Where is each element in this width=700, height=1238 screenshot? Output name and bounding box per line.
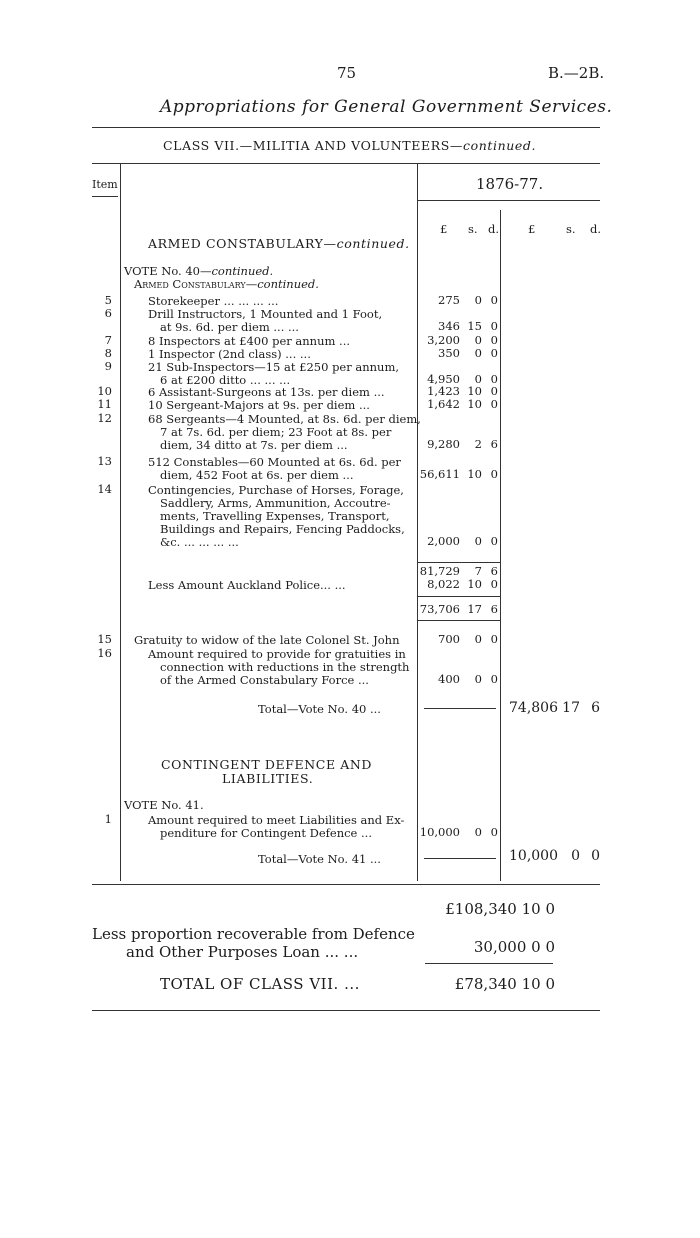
item-number-5: 5 bbox=[104, 293, 112, 307]
subhead-text: Armed Constabulary— bbox=[134, 277, 258, 291]
vote-41-line-1: Amount required to meet Liabilities and Ex- bbox=[148, 813, 405, 827]
item-12-description-line: 68 Sergeants—4 Mounted, at 8s. 6d. per diem, bbox=[148, 412, 421, 426]
item-number-6: 6 bbox=[104, 306, 112, 320]
summary-gross-amount: £108,340 10 0 bbox=[445, 900, 555, 918]
item-10-pence: 0 bbox=[490, 384, 498, 398]
item-9-pence: 0 bbox=[490, 372, 498, 386]
item-5-description-line: Storekeeper ... ... ... ... bbox=[148, 294, 279, 308]
class-heading-continued: continued. bbox=[462, 138, 537, 153]
gratuity-pence: 0 bbox=[490, 632, 498, 646]
item-number-11: 11 bbox=[97, 397, 112, 411]
total-vote-40-dash bbox=[424, 708, 496, 709]
item-16-shillings: 0 bbox=[474, 672, 482, 686]
class-heading bbox=[163, 138, 536, 153]
item-8-pounds: 350 bbox=[438, 346, 460, 360]
item-10-description-line: 6 Assistant-Surgeons at 13s. per diem ... bbox=[148, 385, 385, 399]
total-vote-40-label: Total—Vote No. 40 ... bbox=[258, 702, 381, 716]
item-6-shillings: 15 bbox=[467, 319, 482, 333]
summary-less-line-2: and Other Purposes Loan ... ... bbox=[126, 943, 359, 961]
item-column-divider bbox=[120, 163, 121, 881]
summary-less-amount: 30,000 0 0 bbox=[473, 938, 555, 956]
table-top-rule bbox=[92, 163, 600, 164]
item-number-9: 9 bbox=[104, 359, 112, 373]
total-vote-40-pounds: 74,806 bbox=[509, 700, 558, 716]
item-number-13: 13 bbox=[97, 454, 112, 468]
item-13-shillings: 10 bbox=[467, 467, 482, 481]
item-5-pence: 0 bbox=[490, 293, 498, 307]
page-bottom-rule bbox=[92, 1010, 600, 1011]
less-auckland-police-label: Less Amount Auckland Police... ... bbox=[148, 578, 346, 592]
vote-41-pence: 0 bbox=[490, 825, 498, 839]
item-number-16: 16 bbox=[97, 646, 112, 660]
total-vote-41-shillings: 0 bbox=[571, 848, 580, 864]
item-6-pence: 0 bbox=[490, 319, 498, 333]
vote-41-line-2: penditure for Contingent Defence ... bbox=[160, 826, 372, 840]
subtotal-1-pounds: 81,729 bbox=[419, 564, 460, 578]
subtotal-rule-3 bbox=[418, 620, 500, 621]
section-heading-contingent-defence: CONTINGENT DEFENCE AND bbox=[161, 757, 373, 772]
pence-header-2: d. bbox=[590, 222, 602, 236]
vote-41-pounds: 10,000 bbox=[419, 825, 460, 839]
subcolumn-divider bbox=[500, 210, 501, 881]
item-11-description-line: 10 Sergeant-Majors at 9s. per diem ... bbox=[148, 398, 370, 412]
item-14-shillings: 0 bbox=[474, 534, 482, 548]
gratuity-shillings: 0 bbox=[474, 632, 482, 646]
item-9-shillings: 0 bbox=[474, 372, 482, 386]
item-16-pence: 0 bbox=[490, 672, 498, 686]
year-header-underline bbox=[418, 200, 600, 201]
subhead-armed-constabulary bbox=[134, 278, 319, 290]
item-8-pence: 0 bbox=[490, 346, 498, 360]
less-auckland-pounds: 8,022 bbox=[427, 577, 460, 591]
subhead-continued: continued. bbox=[257, 277, 319, 291]
item-7-pence: 0 bbox=[490, 333, 498, 347]
vote-41-label: VOTE No. 41. bbox=[124, 798, 204, 812]
subtotal-2-pounds: 73,706 bbox=[419, 602, 460, 616]
item-14-description-line: Saddlery, Arms, Ammunition, Accoutre- bbox=[160, 496, 391, 510]
item-12-description-line: diem, 34 ditto at 7s. per diem ... bbox=[160, 438, 348, 452]
total-vote-40-shillings: 17 bbox=[562, 700, 580, 716]
page-number: 75 bbox=[337, 64, 357, 82]
summary-rule bbox=[425, 963, 553, 964]
item-9-pounds: 4,950 bbox=[427, 372, 460, 386]
item-13-description-line: diem, 452 Foot at 6s. per diem ... bbox=[160, 468, 354, 482]
gratuity-pounds: 700 bbox=[438, 632, 460, 646]
item-10-pounds: 1,423 bbox=[427, 384, 460, 398]
total-vote-40-pence: 6 bbox=[591, 700, 600, 716]
item-6-pounds: 346 bbox=[438, 319, 460, 333]
vote-40-continued: continued. bbox=[211, 264, 274, 278]
shillings-header-2: s. bbox=[566, 222, 576, 236]
item-14-description-line: Buildings and Repairs, Fencing Paddocks, bbox=[160, 522, 405, 536]
item-8-shillings: 0 bbox=[474, 346, 482, 360]
item-9-description-line: 21 Sub-Inspectors—15 at £250 per annum, bbox=[148, 360, 400, 374]
pounds-header-2: £ bbox=[528, 222, 536, 236]
total-vote-41-pence: 0 bbox=[591, 848, 600, 864]
item-13-description-line: 512 Constables—60 Mounted at 6s. 6d. per bbox=[148, 455, 401, 469]
document-reference: B.—2B. bbox=[548, 64, 605, 82]
section-heading-continued: continued. bbox=[336, 236, 410, 251]
item-7-shillings: 0 bbox=[474, 333, 482, 347]
item-6-description-line: Drill Instructors, 1 Mounted and 1 Foot, bbox=[148, 307, 383, 321]
subtotal-rule-2 bbox=[418, 596, 500, 597]
less-auckland-pence: 0 bbox=[490, 577, 498, 591]
total-vote-41-dash bbox=[424, 858, 496, 859]
item-14-pounds: 2,000 bbox=[427, 534, 460, 548]
vote-40-label: VOTE No. 40— bbox=[124, 264, 212, 278]
header-rule bbox=[92, 127, 600, 128]
item-6-description-line: at 9s. 6d. per diem ... ... bbox=[160, 320, 299, 334]
item-header-underline bbox=[92, 196, 118, 197]
item-number-10: 10 bbox=[97, 384, 112, 398]
subtotal-2-pence: 6 bbox=[490, 602, 498, 616]
total-vote-41-label: Total—Vote No. 41 ... bbox=[258, 852, 381, 866]
summary-total-amount: £78,340 10 0 bbox=[454, 975, 555, 993]
item-16-line-1: Amount required to provide for gratuities in bbox=[148, 647, 406, 661]
item-11-pence: 0 bbox=[490, 397, 498, 411]
item-number-12: 12 bbox=[97, 411, 112, 425]
shillings-header-1: s. bbox=[468, 222, 478, 236]
summary-total-label: TOTAL OF CLASS VII. ... bbox=[160, 975, 360, 993]
item-number-15: 15 bbox=[97, 632, 112, 646]
summary-less-line-1: Less proportion recoverable from Defence bbox=[92, 925, 415, 943]
pounds-header-1: £ bbox=[440, 222, 448, 236]
amount-column-divider bbox=[417, 163, 418, 881]
item-16-line-2: connection with reductions in the strength bbox=[160, 660, 410, 674]
vote-40-heading bbox=[124, 265, 273, 277]
fiscal-year-header: 1876-77. bbox=[476, 175, 544, 193]
item-5-pounds: 275 bbox=[438, 293, 460, 307]
item-14-pence: 0 bbox=[490, 534, 498, 548]
subtotal-1-pence: 6 bbox=[490, 564, 498, 578]
item-14-description-line: ments, Travelling Expenses, Transport, bbox=[160, 509, 390, 523]
vote-41-shillings: 0 bbox=[474, 825, 482, 839]
total-vote-41-pounds: 10,000 bbox=[509, 848, 558, 864]
class-heading-text: CLASS VII.—MILITIA AND VOLUNTEERS— bbox=[163, 138, 463, 153]
table-bottom-rule bbox=[92, 884, 600, 885]
page-title: Appropriations for General Government Services. bbox=[160, 97, 613, 117]
item-12-pence: 6 bbox=[490, 437, 498, 451]
item-11-shillings: 10 bbox=[467, 397, 482, 411]
vote-41-item-number: 1 bbox=[104, 812, 112, 826]
gratuity-description: Gratuity to widow of the late Colonel St. John bbox=[134, 633, 400, 647]
subtotal-1-shillings: 7 bbox=[474, 564, 482, 578]
item-5-shillings: 0 bbox=[474, 293, 482, 307]
item-11-pounds: 1,642 bbox=[427, 397, 460, 411]
item-number-8: 8 bbox=[104, 346, 112, 360]
section-heading-text: ARMED CONSTABULARY— bbox=[148, 236, 337, 251]
item-13-pence: 0 bbox=[490, 467, 498, 481]
item-8-description-line: 1 Inspector (2nd class) ... ... bbox=[148, 347, 311, 361]
item-12-pounds: 9,280 bbox=[427, 437, 460, 451]
less-auckland-shillings: 10 bbox=[467, 577, 482, 591]
subtotal-rule-1 bbox=[418, 562, 500, 563]
pence-header-1: d. bbox=[488, 222, 500, 236]
item-7-pounds: 3,200 bbox=[427, 333, 460, 347]
item-column-header: Item bbox=[92, 178, 118, 191]
item-12-shillings: 2 bbox=[474, 437, 482, 451]
item-10-shillings: 10 bbox=[467, 384, 482, 398]
item-number-7: 7 bbox=[104, 333, 112, 347]
item-7-description-line: 8 Inspectors at £400 per annum ... bbox=[148, 334, 351, 348]
item-12-description-line: 7 at 7s. 6d. per diem; 23 Foot at 8s. per bbox=[160, 425, 392, 439]
section-heading-liabilities: LIABILITIES. bbox=[222, 771, 314, 786]
item-14-description-line: Contingencies, Purchase of Horses, Forage, bbox=[148, 483, 404, 497]
subtotal-2-shillings: 17 bbox=[467, 602, 482, 616]
item-16-pounds: 400 bbox=[438, 672, 460, 686]
section-heading-armed-constabulary bbox=[148, 236, 410, 251]
item-16-line-3: of the Armed Constabulary Force ... bbox=[160, 673, 369, 687]
item-number-14: 14 bbox=[97, 482, 112, 496]
item-9-description-line: 6 at £200 ditto ... ... ... bbox=[160, 373, 291, 387]
item-13-pounds: 56,611 bbox=[419, 467, 460, 481]
item-14-description-line: &c. ... ... ... ... bbox=[160, 535, 239, 549]
